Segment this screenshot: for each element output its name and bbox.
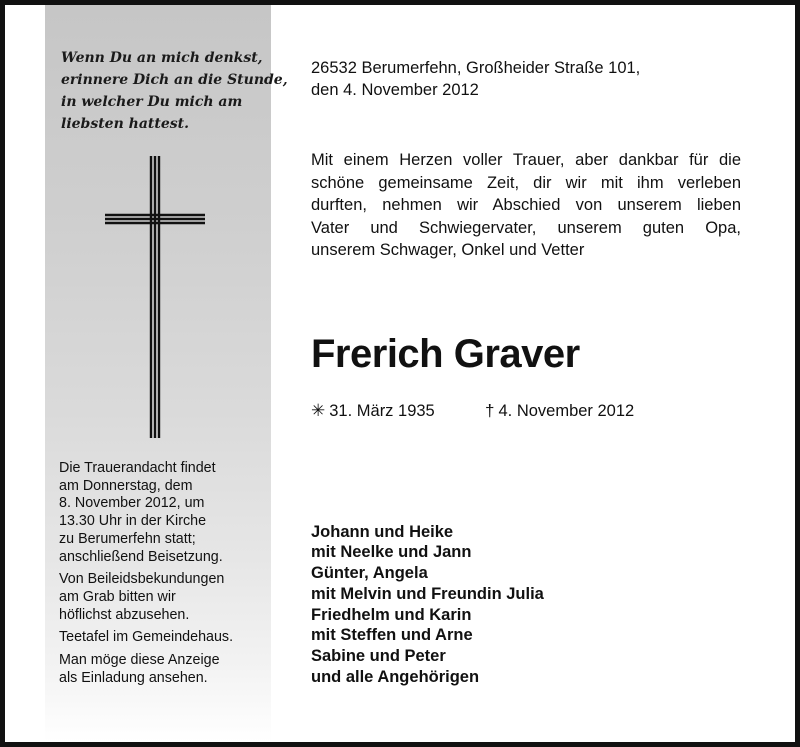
info-line: als Einladung ansehen.: [59, 669, 208, 686]
quote-line: Wenn Du an mich denkst,: [61, 50, 263, 66]
address-block: [311, 57, 741, 101]
info-paragraph-service: [59, 460, 269, 566]
message-line: schöne gemeinsame Zeit, dir wir mit ihm verleben: [311, 173, 741, 192]
mourning-message: [311, 149, 741, 262]
quote-line: erinnere Dich an die Stunde,: [61, 72, 288, 88]
life-dates: [311, 400, 741, 422]
family-line: Johann und Heike: [311, 522, 454, 541]
family-line: Sabine und Peter: [311, 647, 446, 666]
message-line: Vater und Schwiegervater, unserem guten Opa,: [311, 218, 741, 237]
info-line: anschließend Beisetzung.: [59, 548, 223, 565]
main-content: [311, 57, 741, 688]
death-cross-icon: †: [485, 400, 495, 420]
sidebar-quote: [61, 47, 288, 135]
cross-icon: [100, 153, 210, 443]
info-line: 8. November 2012, um: [59, 495, 205, 512]
info-line: höflichst abzusehen.: [59, 606, 190, 623]
info-line: zu Berumerfehn statt;: [59, 530, 196, 547]
death-date-group: [485, 402, 634, 420]
info-paragraph-condolences: [59, 571, 269, 624]
family-line: mit Steffen und Arne: [311, 626, 473, 645]
death-date: 4. November 2012: [498, 401, 635, 420]
birth-date: 31. März 1935: [329, 401, 435, 420]
family-list: [311, 522, 741, 688]
info-line: am Donnerstag, dem: [59, 477, 193, 494]
family-line: Friedhelm und Karin: [311, 605, 472, 624]
message-line: unserem Schwager, Onkel und Vetter: [311, 241, 585, 259]
sidebar: [45, 5, 288, 742]
sidebar-info: [59, 460, 269, 692]
address-line: 26532 Berumerfehn, Großheider Straße 101,: [311, 59, 641, 77]
info-paragraph-tea: [59, 629, 269, 647]
info-line: Die Trauerandacht findet: [59, 460, 216, 476]
info-paragraph-invitation: [59, 652, 269, 687]
family-line: mit Neelke und Jann: [311, 543, 472, 562]
info-line: Von Beileidsbekundungen: [59, 571, 225, 588]
message-line: Mit einem Herzen voller Trauer, aber dankbar für die: [311, 151, 741, 169]
birth-date-group: [311, 400, 485, 422]
quote-line: in welcher Du mich am: [61, 94, 243, 110]
birth-star-icon: ✳: [311, 400, 326, 420]
family-line: und alle Angehörigen: [311, 668, 480, 687]
message-line: durften, nehmen wir Abschied von unserem lieben: [311, 196, 741, 214]
family-line: mit Melvin und Freundin Julia: [311, 584, 544, 603]
quote-line: liebsten hattest.: [61, 116, 189, 132]
info-line: Man möge diese Anzeige: [59, 652, 220, 669]
deceased-name: Frerich Graver: [311, 331, 580, 376]
family-line: Günter, Angela: [311, 564, 428, 583]
date-line: den 4. November 2012: [311, 81, 479, 99]
info-line: 13.30 Uhr in der Kirche: [59, 513, 207, 530]
info-line: Teetafel im Gemeindehaus.: [59, 629, 234, 646]
info-line: am Grab bitten wir: [59, 588, 176, 605]
